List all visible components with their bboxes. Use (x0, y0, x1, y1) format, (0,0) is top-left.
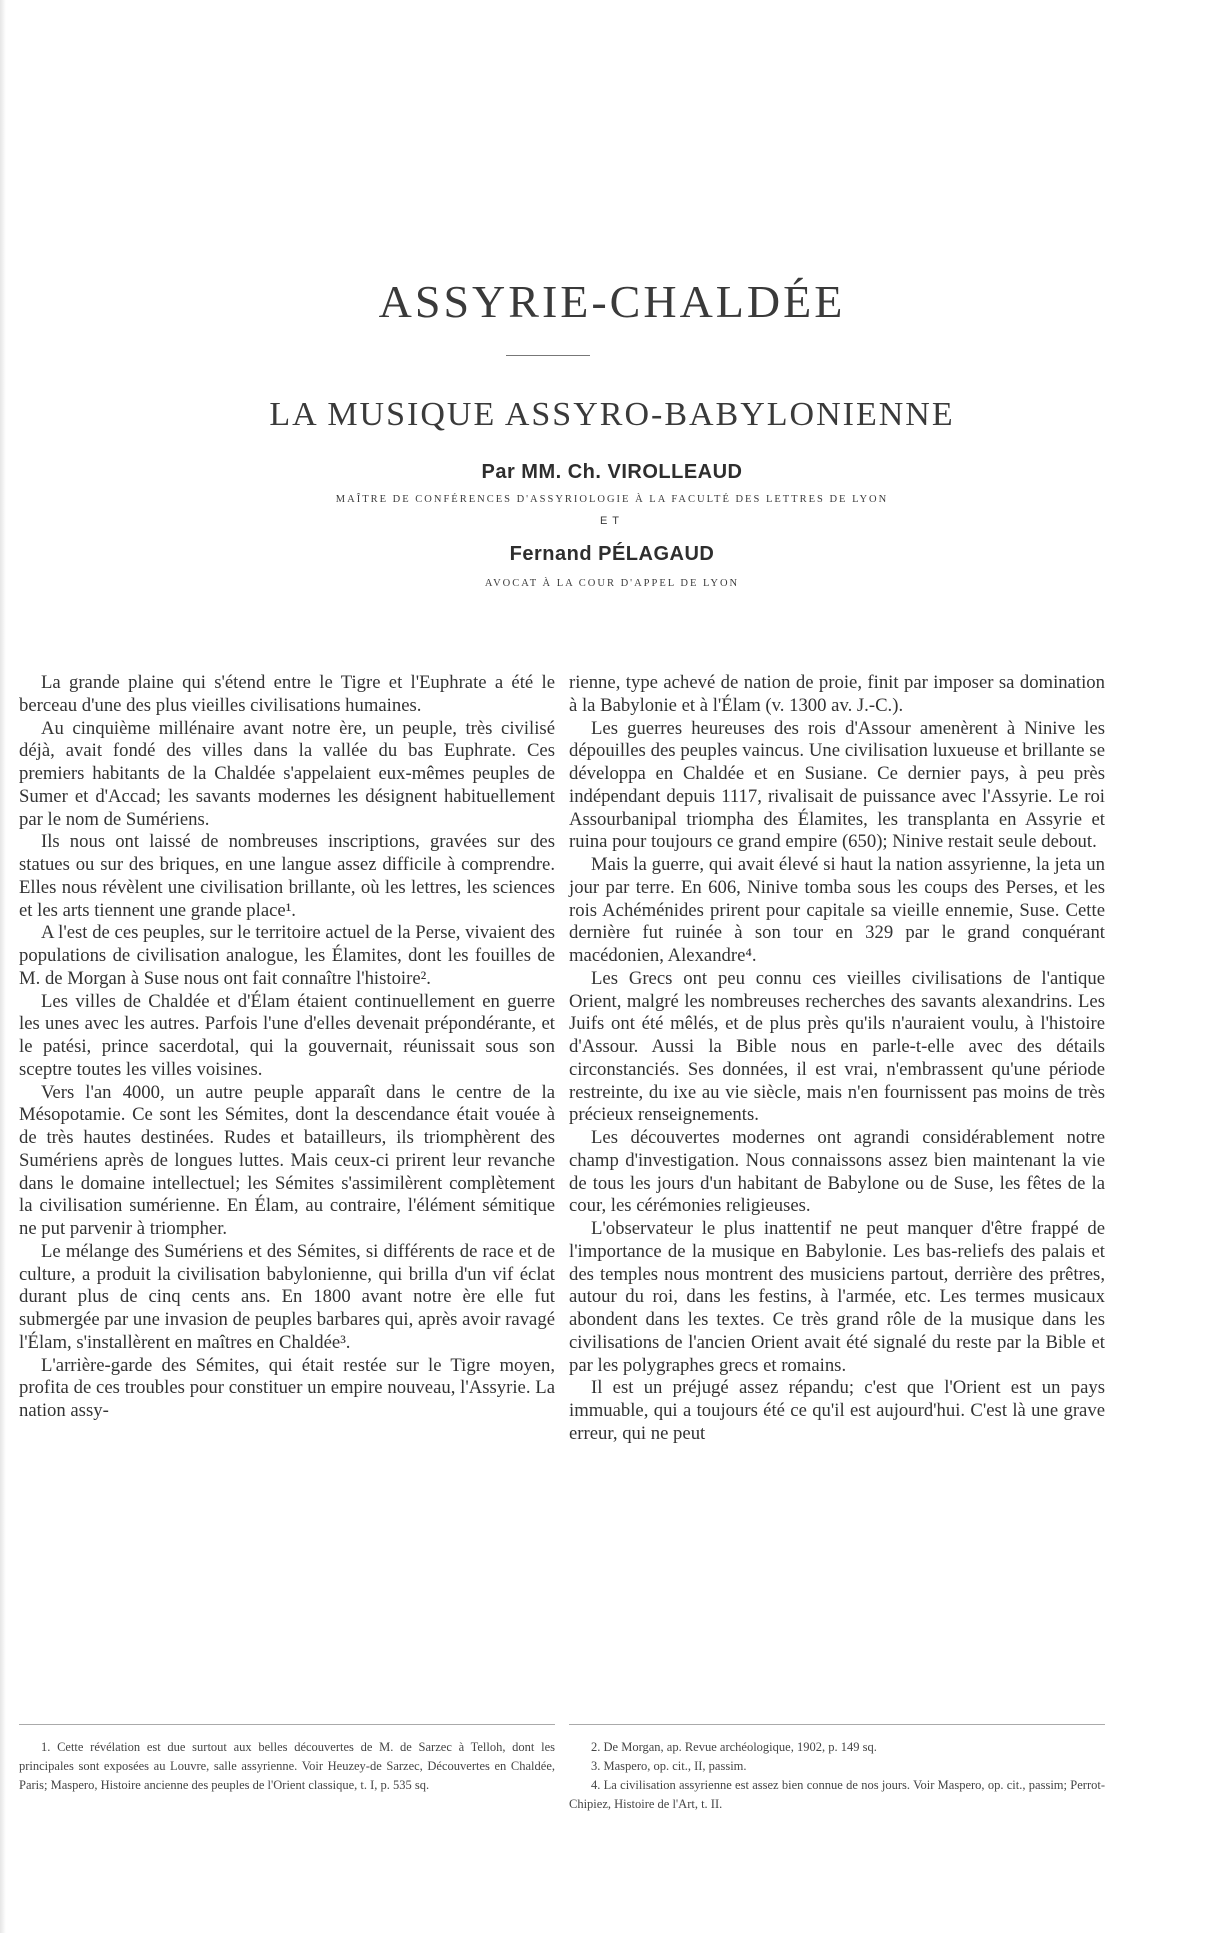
footnote: 1. Cette révélation est due surtout aux belles découvertes de M. de Sarzec à Telloh, dont les principales sont exposées au Louvre, salle assyrienne. Voir Heuzey-de Sarzec, Découvertes en Chaldée, Paris; Maspero, Histoire ancienne des peuples de l'Orient classique, t. I, p. 535 sq. (19, 1740, 555, 1792)
author-2-affiliation: AVOCAT À LA COUR D'APPEL DE LYON (484, 578, 740, 589)
author-1-affiliation: MAÎTRE DE CONFÉRENCES D'ASSYRIOLOGIE À LA FACULTÉ DES LETTRES DE LYON (335, 494, 889, 505)
paragraph: Mais la guerre, qui avait élevé si haut la nation assyrienne, la jeta un jour par terre. En 606, Ninive tomba sous les coups des Perses, et les rois Achéménides prirent pour capitale sa vieille ennemie, Suse. Cette dernière fut ruinée à son tour en 329 par le grand conquérant macédonien, Alexandre⁴. (569, 854, 1105, 966)
footnote: 4. La civilisation assyrienne est assez bien connue de nos jours. Voir Maspero, op. cit., passim; Perrot-Chipiez, Histoire de l'Art, t. II. (569, 1778, 1105, 1811)
paragraph-continued: rienne, type achevé de nation de proie, finit par imposer sa domination à la Babylonie et à l'Élam (v. 1300 av. J.-C.). (569, 672, 1105, 716)
article-title: LA MUSIQUE ASSYRO-BABYLONIENNE (269, 396, 955, 433)
footnote-rule-right (569, 1724, 1105, 1725)
paragraph: Ils nous ont laissé de nombreuses inscriptions, gravées sur des statues ou sur des briques, en une langue assez difficile à comprendre. Elles nous révèlent une civilisation brillante, où les lettres, les sciences et les arts tiennent une grande place¹. (19, 831, 555, 921)
author-conjunction: ET (599, 515, 625, 527)
body-column-right (569, 672, 1105, 1446)
paragraph: Les découvertes modernes ont agrandi considérablement notre champ d'investigation. Nous connaissons assez bien maintenant la vie de tous les jours d'un habitant de Babylone ou de Suse, les fêtes de la cour, les cérémonies religieuses. (569, 1127, 1105, 1217)
footnotes-left (19, 1738, 555, 1795)
paragraph: Les guerres heureuses des rois d'Assour amenèrent à Ninive les dépouilles des peuples vaincus. Une civilisation luxueuse et brillante se développa en Chaldée et en Susiane. Ce dernier pays, à peu près indépendant depuis 1117, rivalisait de puissance avec l'Assyrie. Le roi Assourbanipal triompha des Élamites, les transplanta en Assyrie et ruina pour toujours ce grand empire (650); Ninive restait seule debout. (569, 717, 1105, 853)
paragraph: A l'est de ces peuples, sur le territoire actuel de la Perse, vivaient des populations de civilisation analogue, les Élamites, dont les fouilles de M. de Morgan à Suse nous ont fait connaître l'histoire². (19, 922, 555, 989)
paragraph: La grande plaine qui s'étend entre le Tigre et l'Euphrate a été le berceau d'une des plus vieilles civilisations humaines. (19, 672, 555, 716)
paragraph: Au cinquième millénaire avant notre ère, un peuple, très civilisé déjà, avait fondé des villes dans la vallée du bas Euphrate. Ces premiers habitants de la Chaldée s'appelaient eux-mêmes peuples de Sumer et d'Accad; les savants modernes les désignent habituellement par le nom de Sumériens. (19, 717, 555, 830)
body-column-left (19, 672, 555, 1423)
author-2: Fernand PÉLAGAUD (509, 543, 715, 565)
footnotes-right (569, 1738, 1105, 1814)
footnote: 2. De Morgan, ap. Revue archéologique, 1902, p. 149 sq. (591, 1740, 877, 1754)
footnote-rule-left (19, 1724, 555, 1725)
section-title: ASSYRIE-CHALDÉE (378, 276, 846, 327)
footnote: 3. Maspero, op. cit., II, passim. (591, 1759, 747, 1773)
paragraph: Les villes de Chaldée et d'Élam étaient continuellement en guerre les unes avec les autres. Parfois l'une d'elles devenait prépondérante, et le patési, prince sacerdotal, qui la gouvernait, réunissait sous son sceptre toutes les villes voisines. (19, 990, 555, 1080)
author-1: Par MM. Ch. VIROLLEAUD (481, 461, 743, 483)
title-divider (506, 355, 590, 356)
paragraph: L'arrière-garde des Sémites, qui était restée sur le Tigre moyen, profita de ces troubles pour constituer un empire nouveau, l'Assyrie. La nation assy- (19, 1354, 555, 1421)
paragraph: Les Grecs ont peu connu ces vieilles civilisations de l'antique Orient, malgré les nombreuses recherches des savants alexandrins. Les Juifs ont été mêlés, et de plus près qu'ils n'auraient voulu, à l'histoire d'Assour. Aussi la Bible nous en parle-t-elle avec des détails circonstanciés. Ses données, il est vrai, n'embrassent qu'une période restreinte, du ixe au vie siècle, mais n'en fournissent pas moins de très précieux renseignements. (569, 967, 1105, 1126)
paragraph: Il est un préjugé assez répandu; c'est que l'Orient est un pays immuable, qui a toujours été ce qu'il est aujourd'hui. C'est là une grave erreur, qui ne peut (569, 1377, 1105, 1444)
paragraph: Vers l'an 4000, un autre peuple apparaît dans le centre de la Mésopotamie. Ce sont les Sémites, dont la descendance était vouée à de très hautes destinées. Rudes et batailleurs, ils triomphèrent des Sumériens après de longues luttes. Mais ceux-ci prirent leur revanche dans le domaine intellectuel; les Sémites s'assimilèrent complètement la civilisation sumérienne. En Élam, au contraire, l'élément sémitique ne put parvenir à triompher. (19, 1081, 555, 1239)
paragraph: L'observateur le plus inattentif ne peut manquer d'être frappé de l'importance de la musique en Babylonie. Les bas-reliefs des palais et des temples nous montrent des musiciens partout, derrière des prêtres, autour du roi, dans les festins, à l'armée, etc. Les termes musicaux abondent dans les textes. Ce très grand rôle de la musique dans les civilisations de l'ancien Orient avait été signalé du reste par la Bible et par les polygraphes grecs et romains. (569, 1218, 1105, 1376)
paragraph: Le mélange des Sumériens et des Sémites, si différents de race et de culture, a produit la civilisation babylonienne, qui brilla d'un vif éclat durant plus de cinq cents ans. En 1800 avant notre ère elle fut submergée par une invasion de peuples barbares qui, après avoir ravagé l'Élam, s'installèrent en maîtres en Chaldée³. (19, 1240, 555, 1353)
